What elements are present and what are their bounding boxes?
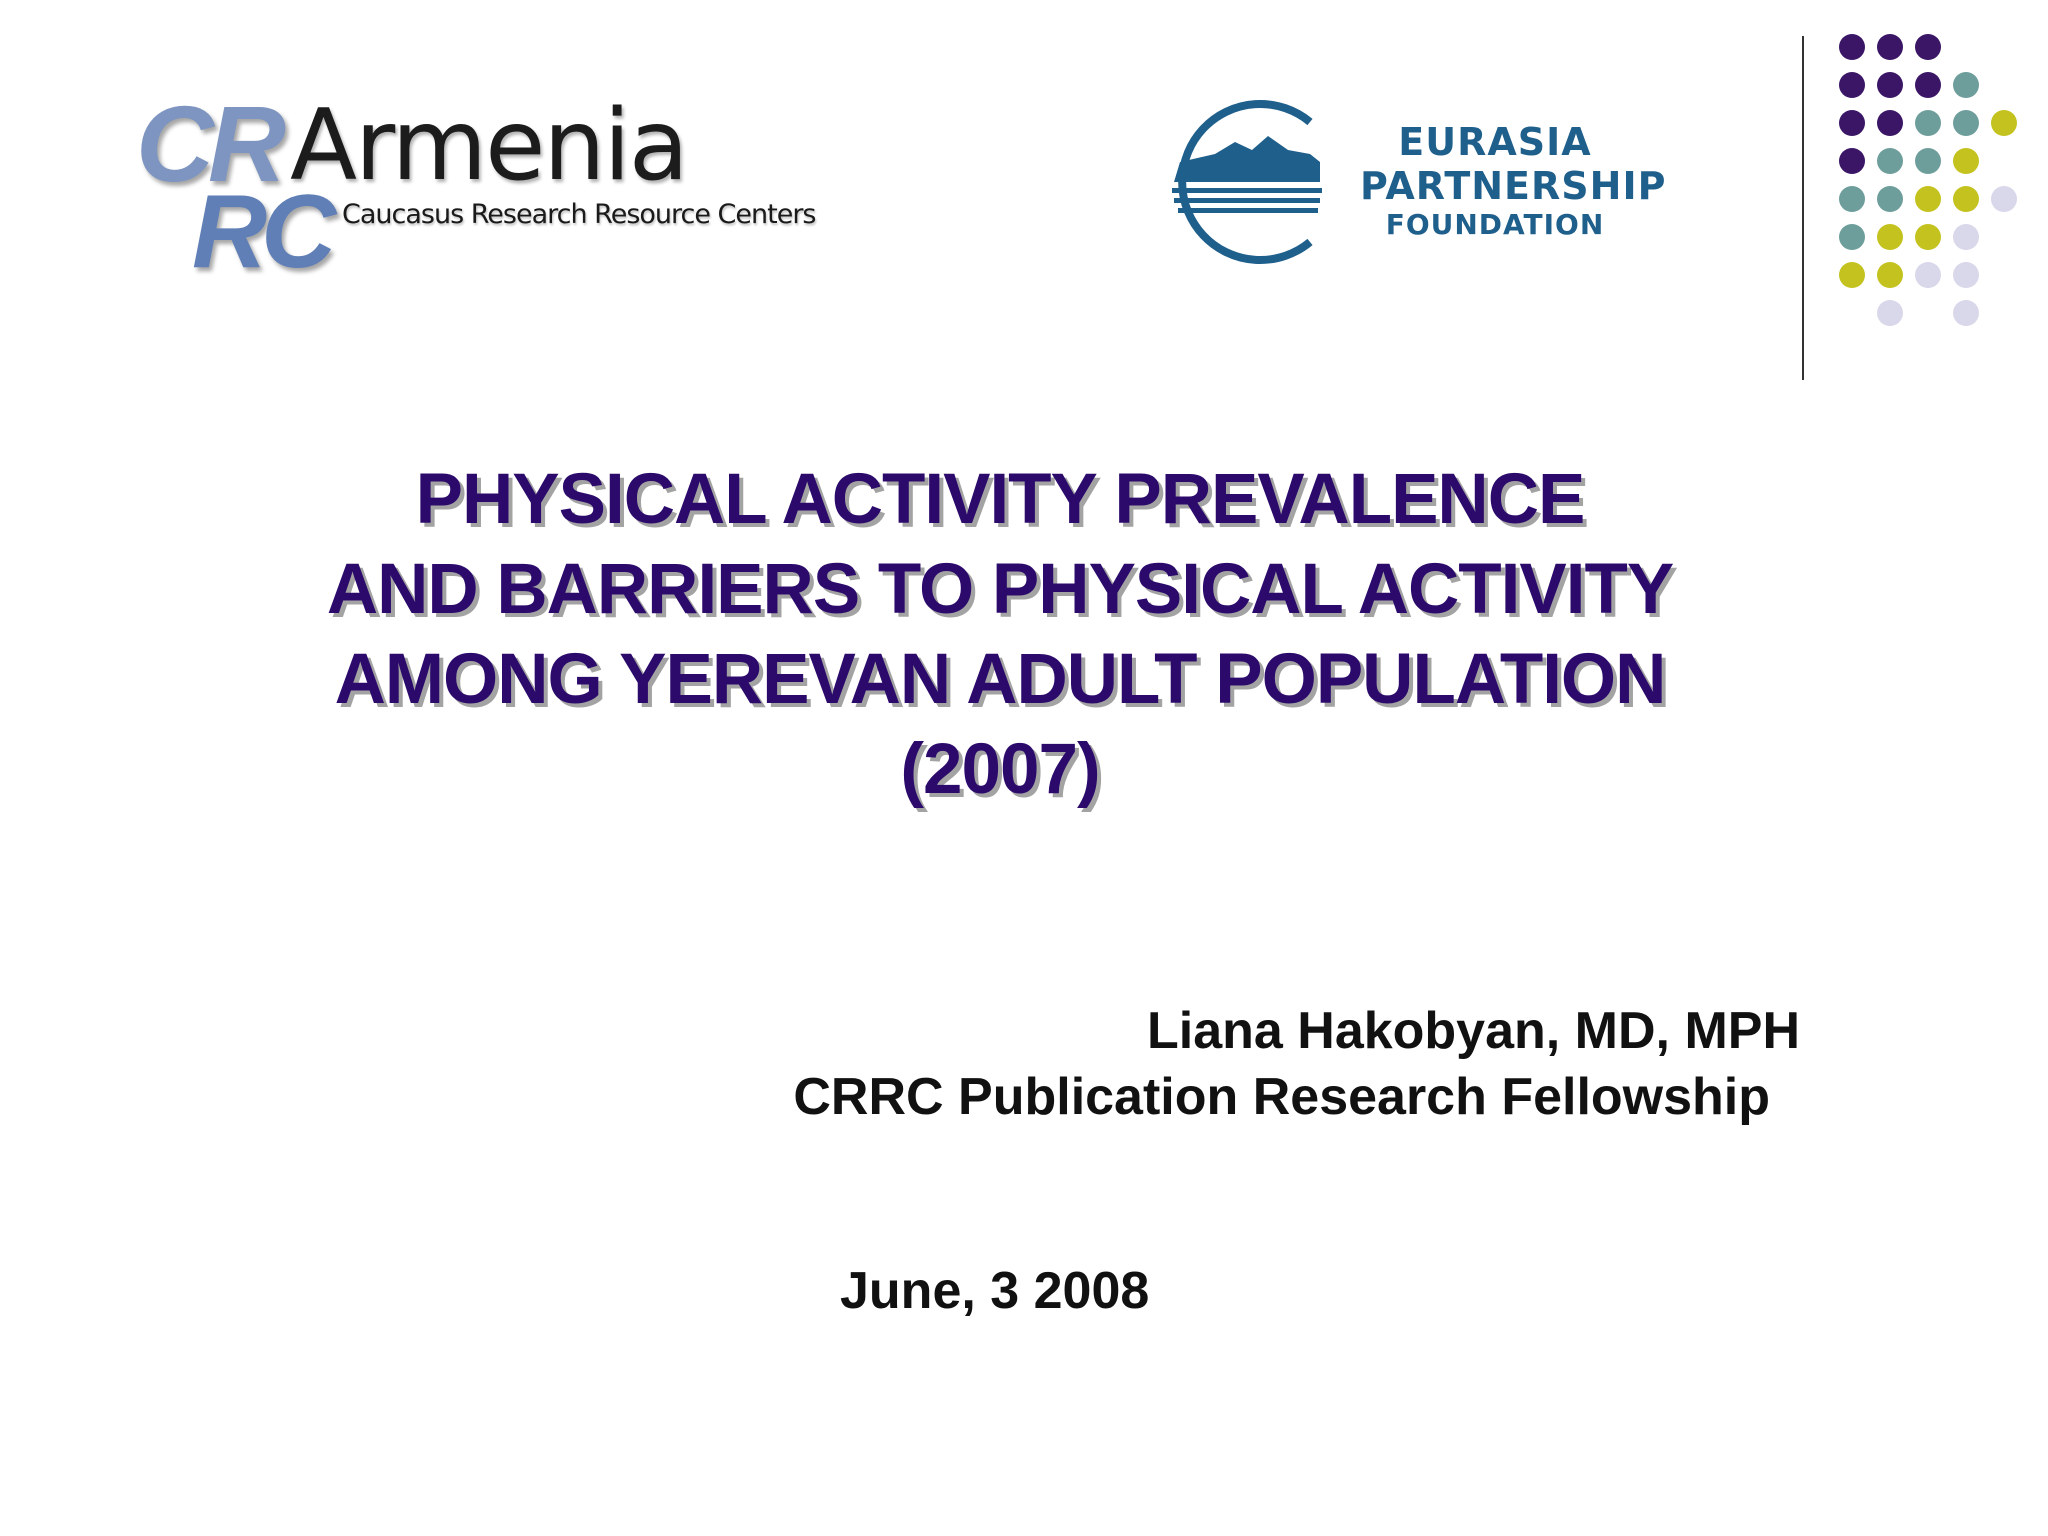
decorative-dot: [1915, 34, 1941, 60]
decorative-dot: [1839, 262, 1865, 288]
eurasia-logo-line3: FOUNDATION: [1385, 208, 1605, 241]
decorative-dot: [1877, 148, 1903, 174]
decorative-dot: [1991, 186, 2017, 212]
decorative-dot: [1991, 110, 2017, 136]
decorative-dot: [1877, 110, 1903, 136]
decorative-dot: [1877, 262, 1903, 288]
decorative-dot: [1915, 224, 1941, 250]
decorative-dot: [1915, 186, 1941, 212]
decorative-dot: [1953, 300, 1979, 326]
eurasia-emblem-icon: [1160, 92, 1340, 272]
decorative-dot: [1839, 148, 1865, 174]
decorative-dot: [1915, 72, 1941, 98]
author-name: Liana Hakobyan, MD, MPH: [1147, 1002, 1800, 1060]
eurasia-partnership-logo: [1160, 92, 1667, 282]
decorative-dot: [1915, 262, 1941, 288]
decorative-dot: [1953, 148, 1979, 174]
decorative-dot: [1877, 186, 1903, 212]
author-affiliation: CRRC Publication Research Fellowship: [793, 1068, 1770, 1126]
crrc-logo-rc: RC: [192, 174, 331, 290]
decorative-dot: [1915, 148, 1941, 174]
decorative-dot: [1839, 110, 1865, 136]
decorative-dot: [1839, 72, 1865, 98]
decorative-dot: [1953, 224, 1979, 250]
eurasia-logo-line1: EURASIA: [1398, 120, 1592, 164]
title-line-4: (2007): [900, 730, 1100, 809]
decorative-dots: [1832, 32, 2042, 342]
decorative-dot: [1953, 110, 1979, 136]
decorative-dot: [1839, 34, 1865, 60]
decorative-dot: [1953, 262, 1979, 288]
decorative-dot: [1877, 224, 1903, 250]
crrc-logo-armenia: Armenia: [290, 89, 687, 203]
decorative-dot: [1915, 110, 1941, 136]
crrc-armenia-logo: [130, 83, 830, 290]
decorative-dot: [1877, 300, 1903, 326]
decorative-dot: [1953, 186, 1979, 212]
presentation-title: [160, 455, 1840, 815]
presentation-date: June, 3 2008: [840, 1262, 1150, 1320]
decorative-dot: [1839, 224, 1865, 250]
decorative-dot: [1953, 72, 1979, 98]
title-line-1: PHYSICAL ACTIVITY PREVALENCE: [415, 460, 1585, 539]
decorative-dot: [1877, 72, 1903, 98]
crrc-logo-subtitle: Caucasus Research Resource Centers: [342, 199, 816, 230]
decorative-dot: [1839, 186, 1865, 212]
title-line-3: AMONG YEREVAN ADULT POPULATION: [334, 640, 1666, 719]
title-line-2: AND BARRIERS TO PHYSICAL ACTIVITY: [326, 550, 1674, 629]
decorative-divider: [1802, 36, 1804, 380]
decorative-dot: [1877, 34, 1903, 60]
eurasia-logo-line2: PARTNERSHIP: [1360, 164, 1667, 208]
crrc-logo-cr: CR: [136, 83, 280, 204]
